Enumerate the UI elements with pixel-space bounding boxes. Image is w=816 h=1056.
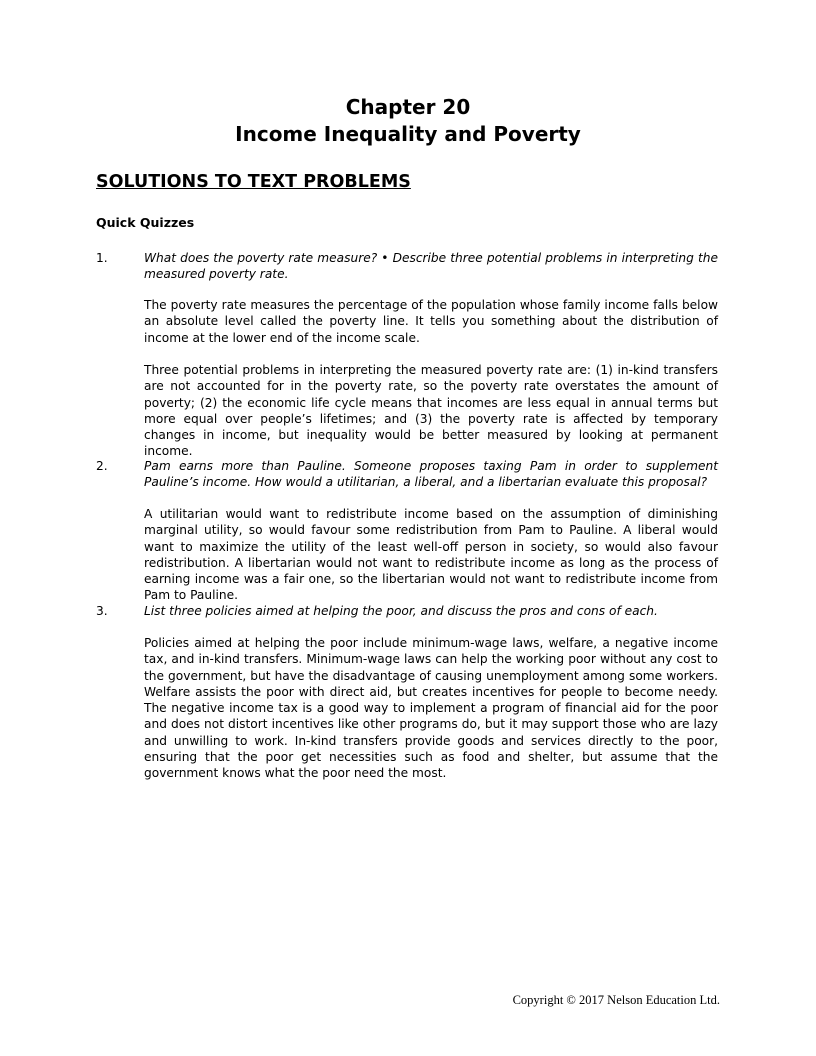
answer-paragraph: Three potential problems in interpreting the measured poverty rate are: (1) in-kind transfers are not accounted for in the poverty rate, so the poverty rate overstates the amount of poverty; (2) the economic life cycle means that incomes are less equal in annual terms but more equal over people’s lifetimes; and (3) the poverty rate is affected by temporary changes in income, but inequality would be better measured by looking at permanent income. — [144, 363, 718, 459]
chapter-title: Income Inequality and Poverty — [235, 122, 581, 146]
question-text: List three policies aimed at helping the poor, and discuss the pros and cons of each. — [144, 604, 658, 618]
chapter-number: Chapter 20 — [345, 95, 471, 119]
question-number: 1. — [96, 251, 108, 265]
subheading: Quick Quizzes — [96, 215, 195, 230]
answer-paragraph: The poverty rate measures the percentage of the population whose family income falls below an absolute level called the poverty line. It tells you something about the distribution of income at the lower end of the income scale. — [144, 298, 718, 345]
question-text: Pam earns more than Pauline. Someone proposes taxing Pam in order to supplement Pauline’s income. How would a utilitarian, a liberal, and a libertarian evaluate this proposal? — [144, 459, 718, 490]
chapter-heading — [0, 94, 816, 148]
question-number: 3. — [96, 604, 108, 618]
copyright-footer: Copyright © 2017 Nelson Education Ltd. — [512, 993, 720, 1007]
answer-paragraph: A utilitarian would want to redistribute income based on the assumption of diminishing marginal utility, so would favour some redistribution from Pam to Pauline. A liberal would want to maximize the utility of the least well-off person in society, so would also favour redistribution. A libertarian would not want to redistribute income as long as the process of earning income was a fair one, so the libertarian would not want to redistribute income from Pam to Pauline. — [144, 507, 718, 603]
question-number: 2. — [96, 459, 108, 473]
answer-paragraph: Policies aimed at helping the poor include minimum-wage laws, welfare, a negative income tax, and in-kind transfers. Minimum-wage laws can help the working poor without any cost to the government, but have the disadvantage of causing unemployment among some workers. Welfare assists the poor with direct aid, but creates incentives for people to become needy. The negative income tax is a good way to implement a program of financial aid for the poor and does not distort incentives like other programs do, but it may support those who are lazy and unwilling to work. In-kind transfers provide goods and services directly to the poor, ensuring that the poor get necessities such as food and shelter, but assume that the government knows what the poor need the most. — [144, 636, 718, 781]
section-heading: SOLUTIONS TO TEXT PROBLEMS — [96, 172, 411, 192]
question-text: What does the poverty rate measure? • Describe three potential problems in interpreting the measured poverty rate. — [144, 251, 718, 282]
